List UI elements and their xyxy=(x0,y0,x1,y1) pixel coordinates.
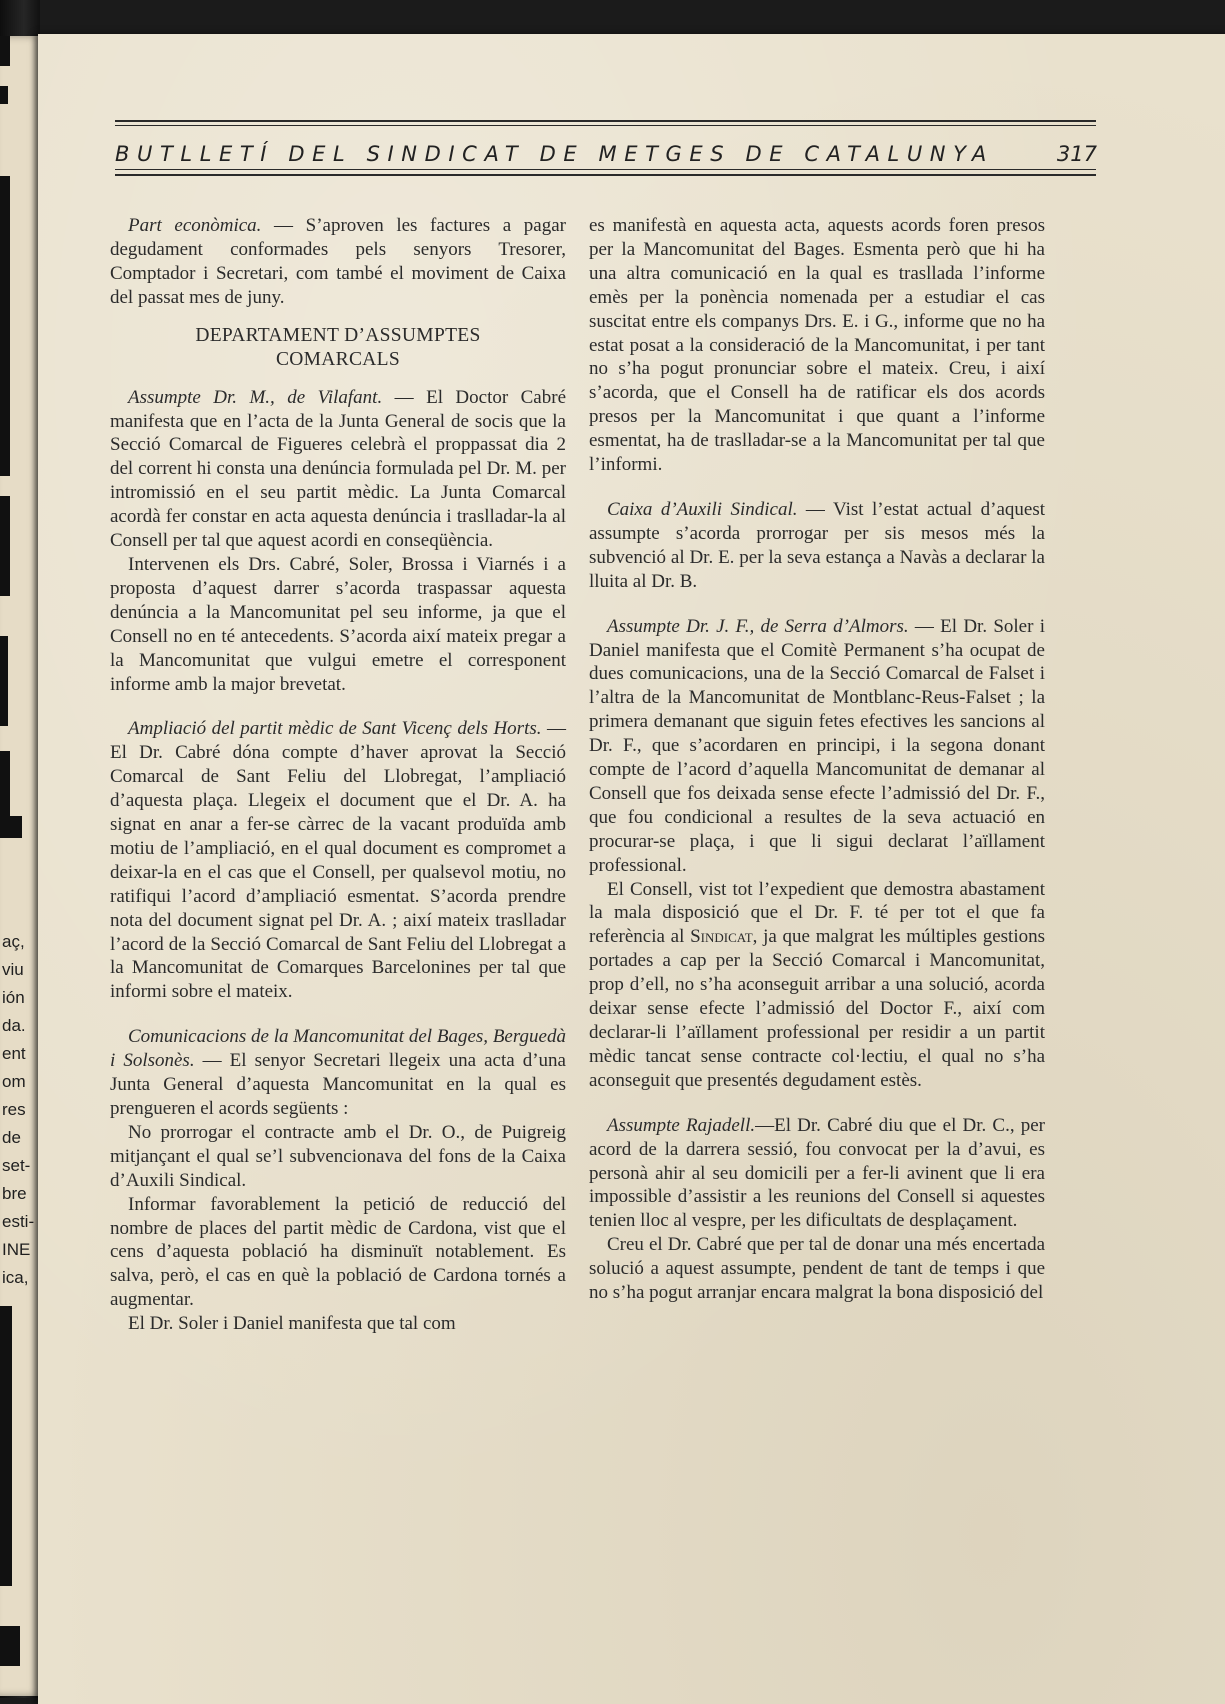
header-rule xyxy=(115,169,1096,170)
prev-page-text: res xyxy=(2,1100,26,1119)
paragraph-assumpte-vilafant xyxy=(110,386,566,553)
prev-page-text: ent xyxy=(2,1044,26,1063)
prev-page-text: aç, xyxy=(2,932,25,951)
section-title: Ampliació del partit mèdic de Sant Vicenç dels Horts. xyxy=(128,718,542,740)
prev-page-bar xyxy=(0,1626,20,1666)
paragraph-text: El Dr. Soler i Daniel manifesta que tal com xyxy=(128,1313,456,1335)
department-heading: COMARCALS xyxy=(275,348,401,370)
paragraph-consell xyxy=(589,878,1045,1093)
prev-page-text: esti- xyxy=(2,1212,35,1231)
prev-page-bar xyxy=(0,36,10,66)
paragraph-text: Intervenen els Drs. Cabré, Soler, Brossa i Viarnés i a proposta d’aquest darrer s’acorda traspassar aquesta denúncia a la Mancomunitat pel seu informe, ja que el Consell no en té antecedents. S’acorda així mateix pregar a la Mancomunitat que vulgui emetre el corresponent informe amb la major brevetat. xyxy=(110,553,566,695)
prev-page-text: viu xyxy=(2,960,24,979)
paragraph-text: — Vist l’estat actual d’aquest assumpte s’acorda prorrogar per sis mesos més la subvenció al Dr. E. per la seva estança a Navàs a declarar la lluita al Dr. B. xyxy=(589,498,1045,592)
paragraph-rajadell xyxy=(589,1114,1045,1234)
section-title: Assumpte Dr. J. F., de Serra d’Almors. xyxy=(607,615,909,637)
prev-page-text: bre xyxy=(2,1184,27,1203)
paragraph-text: — S’aproven les factures a pagar degudament conformades pels senyors Tresorer, Comptador i Secretari, com també el moviment de Caixa del passat mes de juny. xyxy=(110,215,566,308)
prev-page-bar xyxy=(0,816,22,838)
header-rule xyxy=(115,125,1096,126)
prev-page-bar xyxy=(0,1306,12,1586)
sindicat-small-caps: Sindicat xyxy=(690,926,753,948)
header-rule xyxy=(115,174,1096,176)
department-heading: DEPARTAMENT D’ASSUMPTES xyxy=(195,324,481,346)
right-column xyxy=(589,214,1045,1305)
prev-page-bar xyxy=(0,496,10,596)
paragraph-text: — El senyor Secretari llegeix una acta d’una Junta General d’aquesta Mancomunitat en la qual es prengueren el acords següents : xyxy=(110,1050,566,1119)
prev-page-text: da. xyxy=(2,1016,26,1035)
prev-page-bar xyxy=(0,176,10,476)
prev-page-text: de xyxy=(2,1128,21,1147)
paragraph-text: — El Dr. Soler i Daniel manifesta que el Comitè Permanent s’ha ocupat de dues comunicacions, una de la Secció Comarcal de Falset i l’altra de la Mancomunitat de Montblanc-Reus-Falset ; la primera demanant que siguin fetes efectives les sancions al Dr. F., que s’acordaren en principi, i la segona donant compte de l’acord d’aquella Mancomunitat de demanar al Consell que fos deixada sense efecte l’admissió del Dr. F., que fou condicional a resultes de la seva actuació en procurar-se plaça, i que li sigui declarat l’aïllament professional. xyxy=(589,615,1045,876)
prev-page-text: om xyxy=(2,1072,26,1091)
page xyxy=(38,34,1225,1704)
left-column xyxy=(110,214,566,1336)
paragraph-text: —El Dr. Cabré diu que el Dr. C., per acord de la darrera sessió, fou convocat per la d’avui, es personà ahir al seu domicili per a fer-li avinent que li era impossible d’assistir a les reunions del Consell si aquestes tenien lloc al vespre, per les dificultats de desplaçament. xyxy=(589,1114,1046,1232)
paragraph-text: — El Doctor Cabré manifesta que en l’acta de la Junta General de socis que la Secció Comarcal de Figueres celebrà el proppassat dia 2 del corrent hi consta una denúncia formulada pel Dr. M. per intromissió en el seu partit mèdic. La Junta Comarcal acordà fer constar en acta aquesta denúncia i traslladar-la al Consell per tal que aquest acordi en conseqüència. xyxy=(110,386,566,552)
page-number: 317 xyxy=(1056,142,1097,166)
paragraph-text: No prorrogar el contracte amb el Dr. O., de Puigreig mitjançant el qual se’l subvencionava del fons de la Caixa d’Auxili Sindical. xyxy=(110,1121,566,1191)
section-title: Caixa d’Auxili Sindical. xyxy=(607,498,798,520)
section-title: Assumpte Rajadell. xyxy=(607,1114,756,1136)
paragraph-text: es manifestà en aquesta acta, aquests acords foren presos per la Mancomunitat del Bages. Esmenta però que hi ha una altra comunicació en la qual es trasllada l’informe emès per la ponència nomenada per a estudiar el cas suscitat entre els companys Drs. E. i G., informe que no ha estat posat a la consideració de la Mancomunitat, i per tant no s’ha pogut pronunciar sobre el mateix. Creu, i així s’acorda, que el Consell ha de ratificar els dos acords presos per la Mancomunitat i que quant a l’informe esmentat, ha de traslladar-se a la Mancomunitat per tal que l’informi. xyxy=(589,215,1045,476)
prev-page-bar xyxy=(0,751,10,821)
prev-page-text: ión xyxy=(2,988,25,1007)
paragraph-text: Creu el Dr. Cabré que per tal de donar una més encertada solució a aquest assumpte, pendent de tant de temps i que no s’ha pogut arranjar encara malgrat la bona disposició del xyxy=(589,1234,1045,1304)
paragraph-text: El Consell, vist tot l’expedient que demostra abastament la mala disposició que el Dr. F. té per tot el que fa referència al xyxy=(589,878,1045,948)
running-header-title: BUTLLETÍ DEL SINDICAT DE METGES DE CATALUNYA xyxy=(115,142,994,166)
paragraph-text: Informar favorablement la petició de reducció del nombre de places del partit mèdic de Cardona, vist que el cens d’aquesta població ha disminuït notablement. Es salva, però, el cas en què la població de Cardona tornés a augmentar. xyxy=(110,1193,566,1311)
prev-page-bar xyxy=(0,636,8,726)
prev-page-text: INE xyxy=(2,1240,31,1259)
prev-page-bar xyxy=(0,86,8,104)
paragraph-assumpte-serra xyxy=(589,615,1045,878)
paragraph-ampliacio xyxy=(110,717,566,1004)
section-title: Part econòmica. xyxy=(128,215,262,236)
prev-page-text: set- xyxy=(2,1156,31,1175)
section-title: Assumpte Dr. M., de Vilafant. xyxy=(128,386,383,408)
paragraph-caixa-auxili xyxy=(589,498,1045,594)
paragraph-text: , ja que malgrat les múltiples gestions portades a cap per la Secció Comarcal i Mancomunitat, prop d’ell, no s’ha aconseguit arribar a una solució, acorda deixar sense efecte l’admissió del Doctor F., així com declarar-li l’aïllament professional per residir a un partit mèdic tancat sense contracte col·lectiu, el qual no s’ha aconseguit que presentés degudament estès. xyxy=(589,926,1046,1091)
header-rule xyxy=(115,120,1096,122)
section-title: Comunicacions de la Mancomunitat del Bages, Berguedà i Solsonès. xyxy=(110,1026,566,1072)
prev-page-text: ica, xyxy=(2,1268,29,1287)
paragraph-part-economica xyxy=(110,214,566,310)
paragraph-text: — El Dr. Cabré dóna compte d’haver aprovat la Secció Comarcal de Sant Feliu del Llobregat, l’ampliació d’aquesta plaça. Llegeix el document que el Dr. A. ha signat en anar a fer-se càrrec de la vacant produïda amb motiu de l’ampliació, en el qual document es compromet a deixar-la en el cas que el Consell, per qualsevol motiu, no ratifiqui l’acord d’ampliació esmentat. S’acorda prendre nota del document signat pel Dr. A. ; així mateix traslladar l’acord de la Secció Comarcal de Sant Feliu del Llobregat a la Mancomunitat de Comarques Barcelonines per tal que informi sobre el mateix. xyxy=(110,718,566,1003)
paragraph-comunicacions xyxy=(110,1025,566,1121)
